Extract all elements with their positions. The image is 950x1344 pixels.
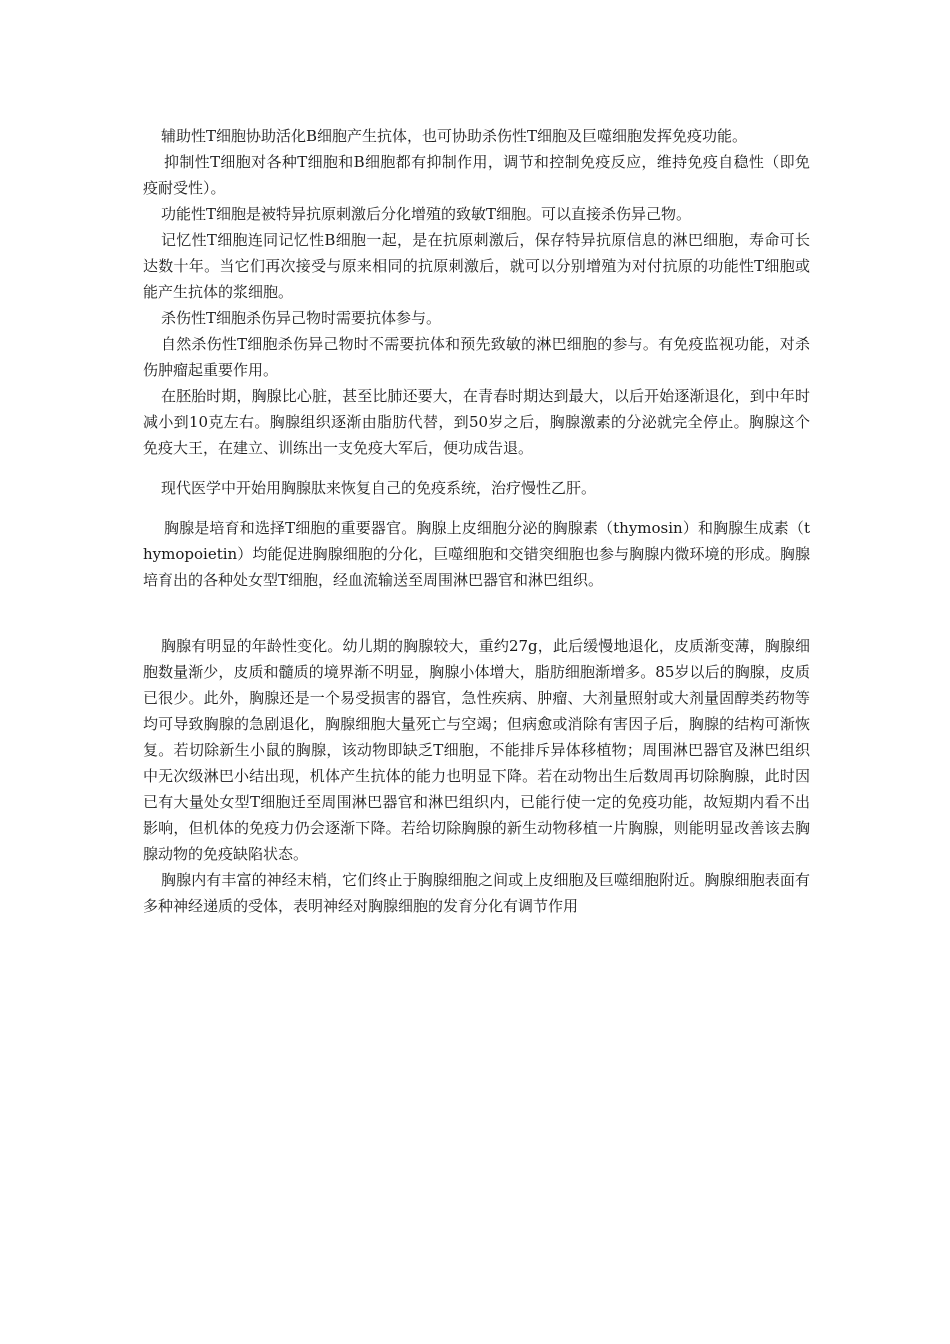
document-body (143, 123, 810, 919)
paragraph-memory-t-cell: 记忆性T细胞连同记忆性B细胞一起，是在抗原刺激后，保存特异抗原信息的淋巴细胞，寿命可长达数十年。当它们再次接受与原来相同的抗原刺激后，就可以分别增殖为对付抗原的功能性T细胞或能产生抗体的浆细胞。 (143, 231, 810, 301)
paragraph-killer-t-cell: 杀伤性T细胞杀伤异己物时需要抗体参与。 (161, 309, 442, 327)
paragraph-suppressor-t-cell: 抑制性T细胞对各种T细胞和B细胞都有抑制作用，调节和控制免疫反应，维持免疫自稳性（即免疫耐受性）。 (143, 153, 810, 197)
paragraph-thymosin-therapy: 现代医学中开始用胸腺肽来恢复自己的免疫系统，治疗慢性乙肝。 (161, 479, 597, 497)
paragraph-thymus-organ: 胸腺是培育和选择T细胞的重要器官。胸腺上皮细胞分泌的胸腺素（thymosin）和胸腺生成素（thymopoietin）均能促进胸腺细胞的分化，巨噬细胞和交错突细胞也参与胸腺内微环境的形成。胸腺培育出的各种处女型T细胞，经血流输送至周围淋巴器官和淋巴组织。 (143, 519, 810, 589)
paragraph-thymus-nerves: 胸腺内有丰富的神经末梢，它们终止于胸腺细胞之间或上皮细胞及巨噬细胞附近。胸腺细胞表面有多种神经递质的受体，表明神经对胸腺细胞的发育分化有调节作用 (143, 871, 810, 915)
paragraph-natural-killer-t-cell: 自然杀伤性T细胞杀伤异己物时不需要抗体和预先致敏的淋巴细胞的参与。有免疫监视功能，对杀伤肿瘤起重要作用。 (143, 335, 810, 379)
paragraph-thymus-development: 在胚胎时期，胸腺比心脏，甚至比肺还要大，在青春时期达到最大，以后开始逐渐退化，到中年时减小到10克左右。胸腺组织逐渐由脂肪代替，到50岁之后，胸腺激素的分泌就完全停止。胸腺这个免疫大王，在建立、训练出一支免疫大军后，便功成告退。 (143, 387, 810, 457)
paragraph-thymus-age-change: 胸腺有明显的年龄性变化。幼儿期的胸腺较大，重约27g，此后缓慢地退化，皮质渐变薄，胸腺细胞数量渐少，皮质和髓质的境界渐不明显，胸腺小体增大，脂肪细胞渐增多。85岁以后的胸腺，皮质已很少。此外，胸腺还是一个易受损害的器官，急性疾病、肿瘤、大剂量照射或大剂量固醇类药物等均可导致胸腺的急剧退化，胸腺细胞大量死亡与空竭；但病愈或消除有害因子后，胸腺的结构可渐恢复。若切除新生小鼠的胸腺，该动物即缺乏T细胞，不能排斥异体移植物；周围淋巴器官及淋巴组织中无次级淋巴小结出现，机体产生抗体的能力也明显下降。若在动物出生后数周再切除胸腺，此时因已有大量处女型T细胞迁至周围淋巴器官和淋巴组织内，已能行使一定的免疫功能，故短期内看不出影响，但机体的免疫力仍会逐渐下降。若给切除胸腺的新生动物移植一片胸腺，则能明显改善该去胸腺动物的免疫缺陷状态。 (143, 637, 810, 863)
paragraph-functional-t-cell: 功能性T细胞是被特异抗原刺激后分化增殖的致敏T细胞。可以直接杀伤异己物。 (161, 205, 692, 223)
paragraph-helper-t-cell: 辅助性T细胞协助活化B细胞产生抗体，也可协助杀伤性T细胞及巨噬细胞发挥免疫功能。 (161, 127, 748, 145)
